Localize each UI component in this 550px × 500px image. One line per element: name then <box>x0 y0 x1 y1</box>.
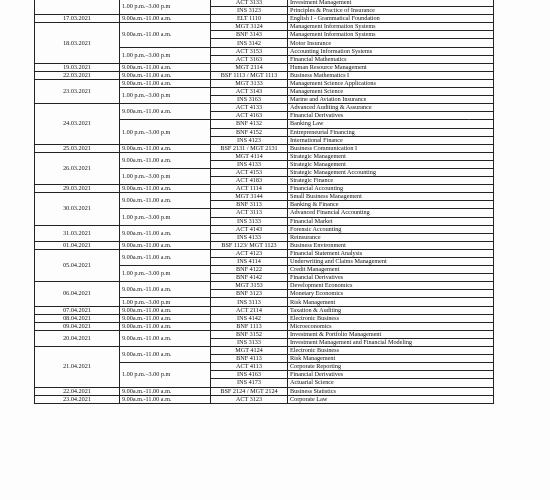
course-subject-cell: Strategic Finance <box>288 177 494 185</box>
exam-time-cell: 9.00a.m.-11.00 a.m. <box>120 314 211 322</box>
exam-time-cell: 9.00a.m.-11.00 a.m. <box>120 71 211 79</box>
exam-time-cell: 9.00a.m.-11.00 a.m. <box>120 185 211 193</box>
exam-date-cell: 31.03.2021 <box>35 225 120 241</box>
table-row <box>35 0 494 7</box>
course-code-cell: BSF 2131 / MGT 2131 <box>211 144 288 152</box>
course-subject-cell: English I - Grammatical Foundation <box>288 15 494 23</box>
course-subject-cell: Taxation & Auditing <box>288 306 494 314</box>
course-code-cell: BNF 3143 <box>211 31 288 39</box>
course-subject-cell: Financial Market <box>288 217 494 225</box>
course-subject-cell: Entrepreneurial Financing <box>288 128 494 136</box>
course-subject-cell: Forensic Accounting <box>288 225 494 233</box>
course-subject-cell: Business Communication I <box>288 144 494 152</box>
course-subject-cell: Credit Management <box>288 266 494 274</box>
course-code-cell: INS 4123 <box>211 136 288 144</box>
course-subject-cell: Motor Insurance <box>288 39 494 47</box>
exam-date-cell: 23.04.2021 <box>35 395 120 403</box>
course-code-cell: INS 4163 <box>211 371 288 379</box>
course-subject-cell: Marine and Aviation Insurance <box>288 96 494 104</box>
course-subject-cell: Investment Management and Financial Modeling <box>288 338 494 346</box>
course-subject-cell: Advanced Financial Accounting <box>288 209 494 217</box>
course-subject-cell: Financial Mathematics <box>288 55 494 63</box>
course-subject-cell: Investment Management <box>288 0 494 7</box>
course-code-cell: ACT 3113 <box>211 209 288 217</box>
table-row <box>35 15 494 23</box>
course-code-cell: MGT 2114 <box>211 63 288 71</box>
table-row <box>35 314 494 322</box>
course-code-cell: INS 3133 <box>211 217 288 225</box>
table-row <box>35 387 494 395</box>
table-row <box>35 249 494 257</box>
table-row <box>35 395 494 403</box>
exam-time-cell: 1.00 p.m.–3.00 p.m <box>120 298 211 306</box>
table-row <box>35 282 494 290</box>
course-code-cell: ACT 4123 <box>211 249 288 257</box>
course-code-cell: MGT 4114 <box>211 152 288 160</box>
table-row <box>35 152 494 160</box>
course-code-cell: ACT 3143 <box>211 88 288 96</box>
course-code-cell: ACT 1114 <box>211 185 288 193</box>
table-row <box>35 306 494 314</box>
exam-time-cell: 9.00a.m.-11.00 a.m. <box>120 306 211 314</box>
exam-date-cell: 25.03.2021 <box>35 144 120 152</box>
course-code-cell: ACT 3123 <box>211 395 288 403</box>
course-subject-cell: Reinsurance <box>288 233 494 241</box>
course-code-cell: ACT 2114 <box>211 306 288 314</box>
course-code-cell: BNF 4132 <box>211 120 288 128</box>
course-code-cell: ELT 1110 <box>211 15 288 23</box>
exam-date-cell: 08.04.2021 <box>35 314 120 322</box>
exam-time-cell: 9.00a.m.-11.00 a.m. <box>120 347 211 363</box>
exam-time-cell: 9.00a.m.-11.00 a.m. <box>120 63 211 71</box>
exam-date-cell: 22.03.2021 <box>35 71 120 79</box>
course-code-cell: INS 3133 <box>211 338 288 346</box>
table-row <box>35 347 494 355</box>
course-code-cell: INS 3142 <box>211 39 288 47</box>
course-code-cell: BSF 1113 / MGT 1113 <box>211 71 288 79</box>
exam-time-cell: 1.00 p.m.–3.00 p.m <box>120 209 211 225</box>
course-subject-cell: Principles & Practice of Insurance <box>288 7 494 15</box>
exam-date-cell: 18.03.2021 <box>35 23 120 63</box>
course-code-cell: BNF 1113 <box>211 322 288 330</box>
course-subject-cell: Risk Management <box>288 298 494 306</box>
course-subject-cell: Advanced Auditing & Assurance <box>288 104 494 112</box>
course-subject-cell: Investment & Portfolio Management <box>288 330 494 338</box>
course-code-cell: MGT 3144 <box>211 193 288 201</box>
exam-date-cell: 22.04.2021 <box>35 387 120 395</box>
course-subject-cell: Banking & Finance <box>288 201 494 209</box>
exam-time-cell: 9.00a.m.-11.00 a.m. <box>120 193 211 209</box>
course-subject-cell: Development Economics <box>288 282 494 290</box>
course-subject-cell: Monetary Economics <box>288 290 494 298</box>
exam-time-cell: 9.00a.m.-11.00 a.m. <box>120 395 211 403</box>
exam-time-cell: 9.00a.m.-11.00 a.m. <box>120 23 211 47</box>
exam-date-cell: 09.04.2021 <box>35 322 120 330</box>
course-subject-cell: Strategic Management Accounting <box>288 168 494 176</box>
exam-date-cell: 24.03.2021 <box>35 104 120 144</box>
exam-time-cell: 9.00a.m.-11.00 a.m. <box>120 104 211 120</box>
course-subject-cell: Strategic Management <box>288 160 494 168</box>
course-subject-cell: Small Business Management <box>288 193 494 201</box>
course-code-cell: INS 4133 <box>211 160 288 168</box>
exam-time-cell: 9.00a.m.-11.00 a.m. <box>120 387 211 395</box>
course-code-cell: INS 3113 <box>211 298 288 306</box>
course-subject-cell: Financial Derivatives <box>288 112 494 120</box>
course-code-cell: INS 4173 <box>211 379 288 387</box>
course-code-cell: BNF 4122 <box>211 266 288 274</box>
course-subject-cell: Business Mathematics I <box>288 71 494 79</box>
exam-time-cell: 9.00a.m.-11.00 a.m. <box>120 330 211 346</box>
exam-time-cell: 9.00a.m.-11.00 a.m. <box>120 152 211 168</box>
course-subject-cell: Electronic Business <box>288 314 494 322</box>
table-row <box>35 23 494 31</box>
exam-time-cell: 1.00 p.m.–3.00 p.m <box>120 88 211 104</box>
course-code-cell: INS 3163 <box>211 96 288 104</box>
exam-date-cell: 01.04.2021 <box>35 241 120 249</box>
course-subject-cell: Management Information Systems <box>288 23 494 31</box>
course-code-cell: ACT 4153 <box>211 168 288 176</box>
exam-date-cell: 19.03.2021 <box>35 63 120 71</box>
table-row <box>35 193 494 201</box>
course-code-cell: ACT 4113 <box>211 363 288 371</box>
exam-date-cell: 17.03.2021 <box>35 15 120 23</box>
course-subject-cell: Actuarial Science <box>288 379 494 387</box>
exam-date-cell: 21.04.2021 <box>35 347 120 387</box>
course-subject-cell: International Finance <box>288 136 494 144</box>
course-code-cell: ACT 3133 <box>211 0 288 7</box>
exam-time-cell: 1.00 p.m.–3.00 p.m <box>120 0 211 15</box>
table-row <box>35 63 494 71</box>
course-subject-cell: Financial Derivatives <box>288 371 494 379</box>
course-subject-cell: Management Science <box>288 88 494 96</box>
exam-date-cell: 20.04.2021 <box>35 330 120 346</box>
course-code-cell: BNF 4142 <box>211 274 288 282</box>
exam-date-cell: 23.03.2021 <box>35 79 120 103</box>
course-code-cell: ACT 3153 <box>211 47 288 55</box>
exam-time-cell: 1.00 p.m.–3.00 p.m <box>120 363 211 387</box>
table-row <box>35 79 494 87</box>
exam-date-cell: 26.03.2021 <box>35 152 120 184</box>
exam-date-cell <box>35 0 120 15</box>
table-row <box>35 241 494 249</box>
course-code-cell: BSF 2124 / MGT 2124 <box>211 387 288 395</box>
exam-date-cell: 06.04.2021 <box>35 282 120 306</box>
table-row <box>35 185 494 193</box>
exam-time-cell: 9.00a.m.-11.00 a.m. <box>120 322 211 330</box>
course-code-cell: BNF 3123 <box>211 290 288 298</box>
course-code-cell: INS 4142 <box>211 314 288 322</box>
course-subject-cell: Corporate Reporting <box>288 363 494 371</box>
exam-time-cell: 9.00a.m.-11.00 a.m. <box>120 282 211 298</box>
table-row <box>35 71 494 79</box>
course-code-cell: ACT 4143 <box>211 225 288 233</box>
exam-time-cell: 1.00 p.m.–3.00 p.m <box>120 47 211 63</box>
table-row <box>35 225 494 233</box>
course-code-cell: BNF 3113 <box>211 201 288 209</box>
course-subject-cell: Financial Derivatives <box>288 274 494 282</box>
exam-time-cell: 9.00a.m.-11.00 a.m. <box>120 15 211 23</box>
exam-time-cell: 9.00a.m.-11.00 a.m. <box>120 144 211 152</box>
course-code-cell: MGT 3124 <box>211 23 288 31</box>
exam-date-cell: 29.03.2021 <box>35 185 120 193</box>
course-code-cell: ACT 4183 <box>211 177 288 185</box>
pen-mark-icon: · <box>468 116 471 124</box>
course-code-cell: MGT 4124 <box>211 347 288 355</box>
course-subject-cell: Strategic Management <box>288 152 494 160</box>
course-code-cell: MGT 3133 <box>211 79 288 87</box>
course-subject-cell: Business Environment <box>288 241 494 249</box>
course-code-cell: INS 4114 <box>211 258 288 266</box>
timetable-body <box>35 0 494 403</box>
exam-time-cell: 9.00a.m.-11.00 a.m. <box>120 225 211 241</box>
course-code-cell: INS 3123 <box>211 7 288 15</box>
course-subject-cell: Risk Management <box>288 355 494 363</box>
course-code-cell: BSF 1123/ MGT 1123 <box>211 241 288 249</box>
course-subject-cell: Corporate Law <box>288 395 494 403</box>
course-subject-cell: Business Statistics <box>288 387 494 395</box>
course-code-cell: INS 4133 <box>211 233 288 241</box>
course-code-cell: ACT 4163 <box>211 112 288 120</box>
exam-time-cell: 1.00 p.m.–3.00 p.m <box>120 168 211 184</box>
course-subject-cell: Management Science Applications <box>288 79 494 87</box>
course-code-cell: ACT 4133 <box>211 104 288 112</box>
course-code-cell: BNF 4113 <box>211 355 288 363</box>
course-subject-cell: Management Information Systems <box>288 31 494 39</box>
exam-time-cell: 9.00a.m.-11.00 a.m. <box>120 79 211 87</box>
table-row <box>35 144 494 152</box>
table-row <box>35 330 494 338</box>
course-subject-cell: Underwriting and Claims Management <box>288 258 494 266</box>
course-subject-cell: Microeconomics <box>288 322 494 330</box>
exam-timetable <box>34 0 494 404</box>
course-code-cell: BNF 4152 <box>211 128 288 136</box>
course-code-cell: MGT 3153 <box>211 282 288 290</box>
exam-time-cell: 9.00a.m.-11.00 a.m. <box>120 241 211 249</box>
table-row <box>35 322 494 330</box>
exam-time-cell: 1.00 p.m.–3.00 p.m <box>120 266 211 282</box>
table-row <box>35 104 494 112</box>
exam-date-cell: 30.03.2021 <box>35 193 120 225</box>
course-subject-cell: Financial Accounting <box>288 185 494 193</box>
course-subject-cell: Electronic Business <box>288 347 494 355</box>
course-subject-cell: Financial Statement Analysis <box>288 249 494 257</box>
exam-time-cell: 1.00 p.m.–3.00 p.m <box>120 120 211 144</box>
exam-date-cell: 05.04.2021 <box>35 249 120 281</box>
course-subject-cell: Accounting Information Systems <box>288 47 494 55</box>
course-code-cell: BNF 3152 <box>211 330 288 338</box>
course-subject-cell: Human Resource Management <box>288 63 494 71</box>
exam-date-cell: 07.04.2021 <box>35 306 120 314</box>
course-subject-cell: Banking Law <box>288 120 494 128</box>
course-code-cell: ACT 3163 <box>211 55 288 63</box>
exam-time-cell: 9.00a.m.-11.00 a.m. <box>120 249 211 265</box>
